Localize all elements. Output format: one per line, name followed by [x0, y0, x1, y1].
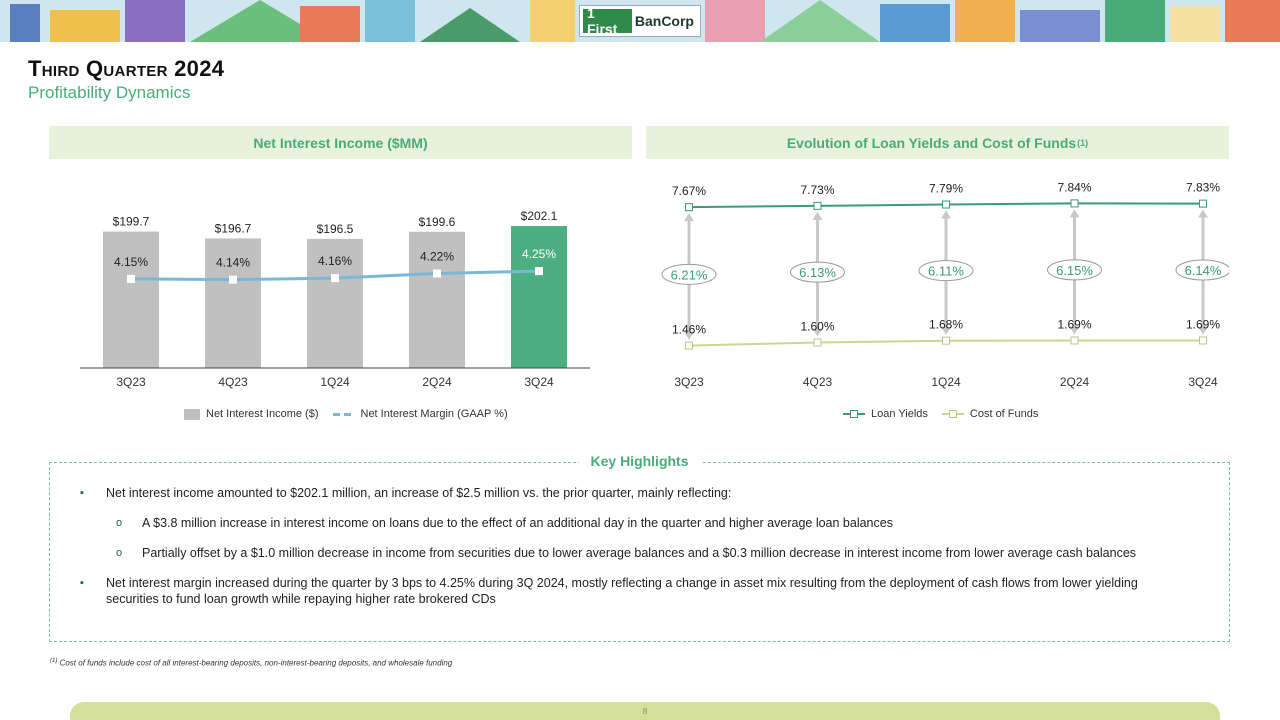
- yields-x-tick: 2Q24: [1059, 375, 1090, 389]
- legend-swatch-cost-of-funds: [942, 413, 964, 415]
- spread-label: 6.11%: [928, 263, 964, 279]
- yields-x-tick: 1Q24: [931, 375, 961, 389]
- logo-text: BanCorp: [632, 9, 697, 33]
- spread-arrow-head-up: [813, 212, 823, 220]
- nim-marker: [128, 275, 135, 282]
- nim-label: 4.22%: [419, 249, 455, 264]
- legend-label-loan-yields: Loan Yields: [871, 408, 928, 420]
- nii-bar-label: $196.7: [214, 221, 252, 236]
- spread-label: 6.15%: [1056, 262, 1093, 278]
- nii-x-tick: 4Q23: [218, 375, 248, 389]
- highlight-bullet-2: ▪ Net interest margin increased during the quarter by 3 bps to 4.25% during 3Q 2024, mostly reflecting a change in asset mix resulting from the deployment of cash flows from lower yielding securities to fund loan growth while repaying higher rate brokered CDs: [78, 575, 1188, 607]
- legend-label-nim: Net Interest Margin (GAAP %): [360, 408, 508, 420]
- legend-swatch-bar: [184, 409, 200, 420]
- nim-marker: [332, 275, 339, 282]
- nii-x-tick: 3Q24: [524, 375, 554, 389]
- yields-x-tick: 4Q23: [802, 375, 833, 389]
- page-number: 8: [642, 707, 648, 716]
- logo-mark: 1 First: [583, 9, 632, 33]
- yields-panel-footnote-ref: (1): [1077, 137, 1089, 148]
- footnote: [50, 658, 452, 668]
- highlight-bullet-1: ▪ Net interest income amounted to $202.1 million, an increase of $2.5 million vs. the prior quarter, mainly reflecting:: [78, 485, 1188, 501]
- yields-panel-header: [646, 126, 1229, 159]
- loan-yields-label: 7.84%: [1057, 180, 1092, 195]
- legend-item-loan-yields: [843, 408, 928, 420]
- nii-x-tick: 1Q24: [320, 375, 350, 389]
- legend-label-cost-of-funds: Cost of Funds: [969, 408, 1039, 420]
- yields-x-tick: 3Q24: [1188, 375, 1218, 389]
- spread-label: 6.14%: [1184, 263, 1222, 279]
- spread-arrow-head-up: [1198, 210, 1208, 218]
- legend-swatch-dash: [333, 413, 355, 416]
- key-highlights-title: Key Highlights: [578, 453, 700, 469]
- cost-of-funds-marker: [686, 342, 693, 349]
- spread-label: 6.13%: [799, 265, 836, 281]
- cost-of-funds-marker: [1200, 337, 1207, 344]
- page-subtitle: Profitability Dynamics: [28, 83, 191, 102]
- nim-label: 4.25%: [521, 247, 557, 262]
- nii-bar-label: $199.7: [112, 214, 150, 229]
- nim-marker: [230, 276, 237, 283]
- nim-label: 4.15%: [113, 254, 149, 269]
- nii-legend: [184, 408, 522, 420]
- footer-bar: [70, 702, 1220, 720]
- yields-chart: [646, 162, 1229, 397]
- cost-of-funds-marker: [943, 337, 950, 344]
- legend-swatch-loan-yields: [843, 413, 865, 415]
- loan-yields-label: 7.83%: [1185, 180, 1221, 195]
- nim-label: 4.16%: [317, 254, 353, 269]
- nii-chart: [60, 162, 620, 397]
- cost-of-funds-label: 1.60%: [800, 319, 835, 334]
- cost-of-funds-label: 1.69%: [1057, 317, 1092, 332]
- cost-of-funds-marker: [814, 339, 821, 346]
- loan-yields-marker: [943, 201, 950, 208]
- cost-of-funds-label: 1.69%: [1185, 317, 1221, 332]
- loan-yields-marker: [1071, 200, 1078, 207]
- key-highlights-box: [49, 453, 1230, 642]
- nim-label: 4.14%: [215, 255, 251, 270]
- nii-x-tick: 3Q23: [116, 375, 146, 389]
- nii-x-tick: 2Q24: [422, 375, 452, 389]
- spread-label: 6.21%: [670, 267, 708, 283]
- spread-arrow-head-up: [1070, 209, 1080, 217]
- yields-x-tick: 3Q23: [674, 375, 704, 389]
- cost-of-funds-marker: [1071, 337, 1078, 344]
- nim-marker: [434, 270, 441, 277]
- yields-legend: [843, 408, 1052, 420]
- nii-bar-label: $196.5: [316, 221, 354, 236]
- highlight-sub-bullet-2: o Partially offset by a $1.0 million decrease in income from securities due to lower average balances and a $0.3 million decrease in interest income from lower average cash balances: [78, 545, 1188, 561]
- loan-yields-label: 7.79%: [928, 181, 964, 196]
- nim-marker: [536, 268, 543, 275]
- spread-arrow-head-up: [941, 211, 951, 219]
- legend-item-cost-of-funds: [942, 408, 1038, 420]
- company-logo: [579, 5, 701, 37]
- cost-of-funds-label: 1.46%: [671, 322, 707, 337]
- legend-item-nim: [333, 408, 508, 420]
- header-banner: [0, 0, 1280, 42]
- highlights-list: [78, 485, 1188, 621]
- footnote-marker: (1): [50, 658, 58, 664]
- legend-item-nii: [184, 408, 319, 420]
- spread-arrow-head-up: [684, 213, 694, 221]
- page-title: Third Quarter 2024: [28, 56, 225, 81]
- loan-yields-marker: [1200, 200, 1207, 207]
- nii-bar: [103, 232, 159, 368]
- loan-yields-marker: [814, 202, 821, 209]
- loan-yields-label: 7.73%: [800, 182, 835, 197]
- highlight-sub-bullet-1: o A $3.8 million increase in interest income on loans due to the effect of an additional day in the quarter and higher average loan balances: [78, 515, 1188, 531]
- nii-panel-title: Net Interest Income ($MM): [253, 134, 428, 151]
- yields-panel-title: Evolution of Loan Yields and Cost of Funds: [786, 134, 1077, 151]
- nii-bar-label: $202.1: [520, 209, 558, 224]
- footnote-text: Cost of funds include cost of all interest-bearing deposits, non-interest-bearing deposits, and wholesale funding: [59, 658, 453, 668]
- nii-panel-header: [49, 126, 632, 159]
- legend-label-nii: Net Interest Income ($): [206, 408, 319, 420]
- loan-yields-marker: [686, 204, 693, 211]
- nii-bar-label: $199.6: [418, 214, 456, 229]
- cost-of-funds-label: 1.68%: [928, 317, 964, 332]
- loan-yields-label: 7.67%: [671, 184, 707, 199]
